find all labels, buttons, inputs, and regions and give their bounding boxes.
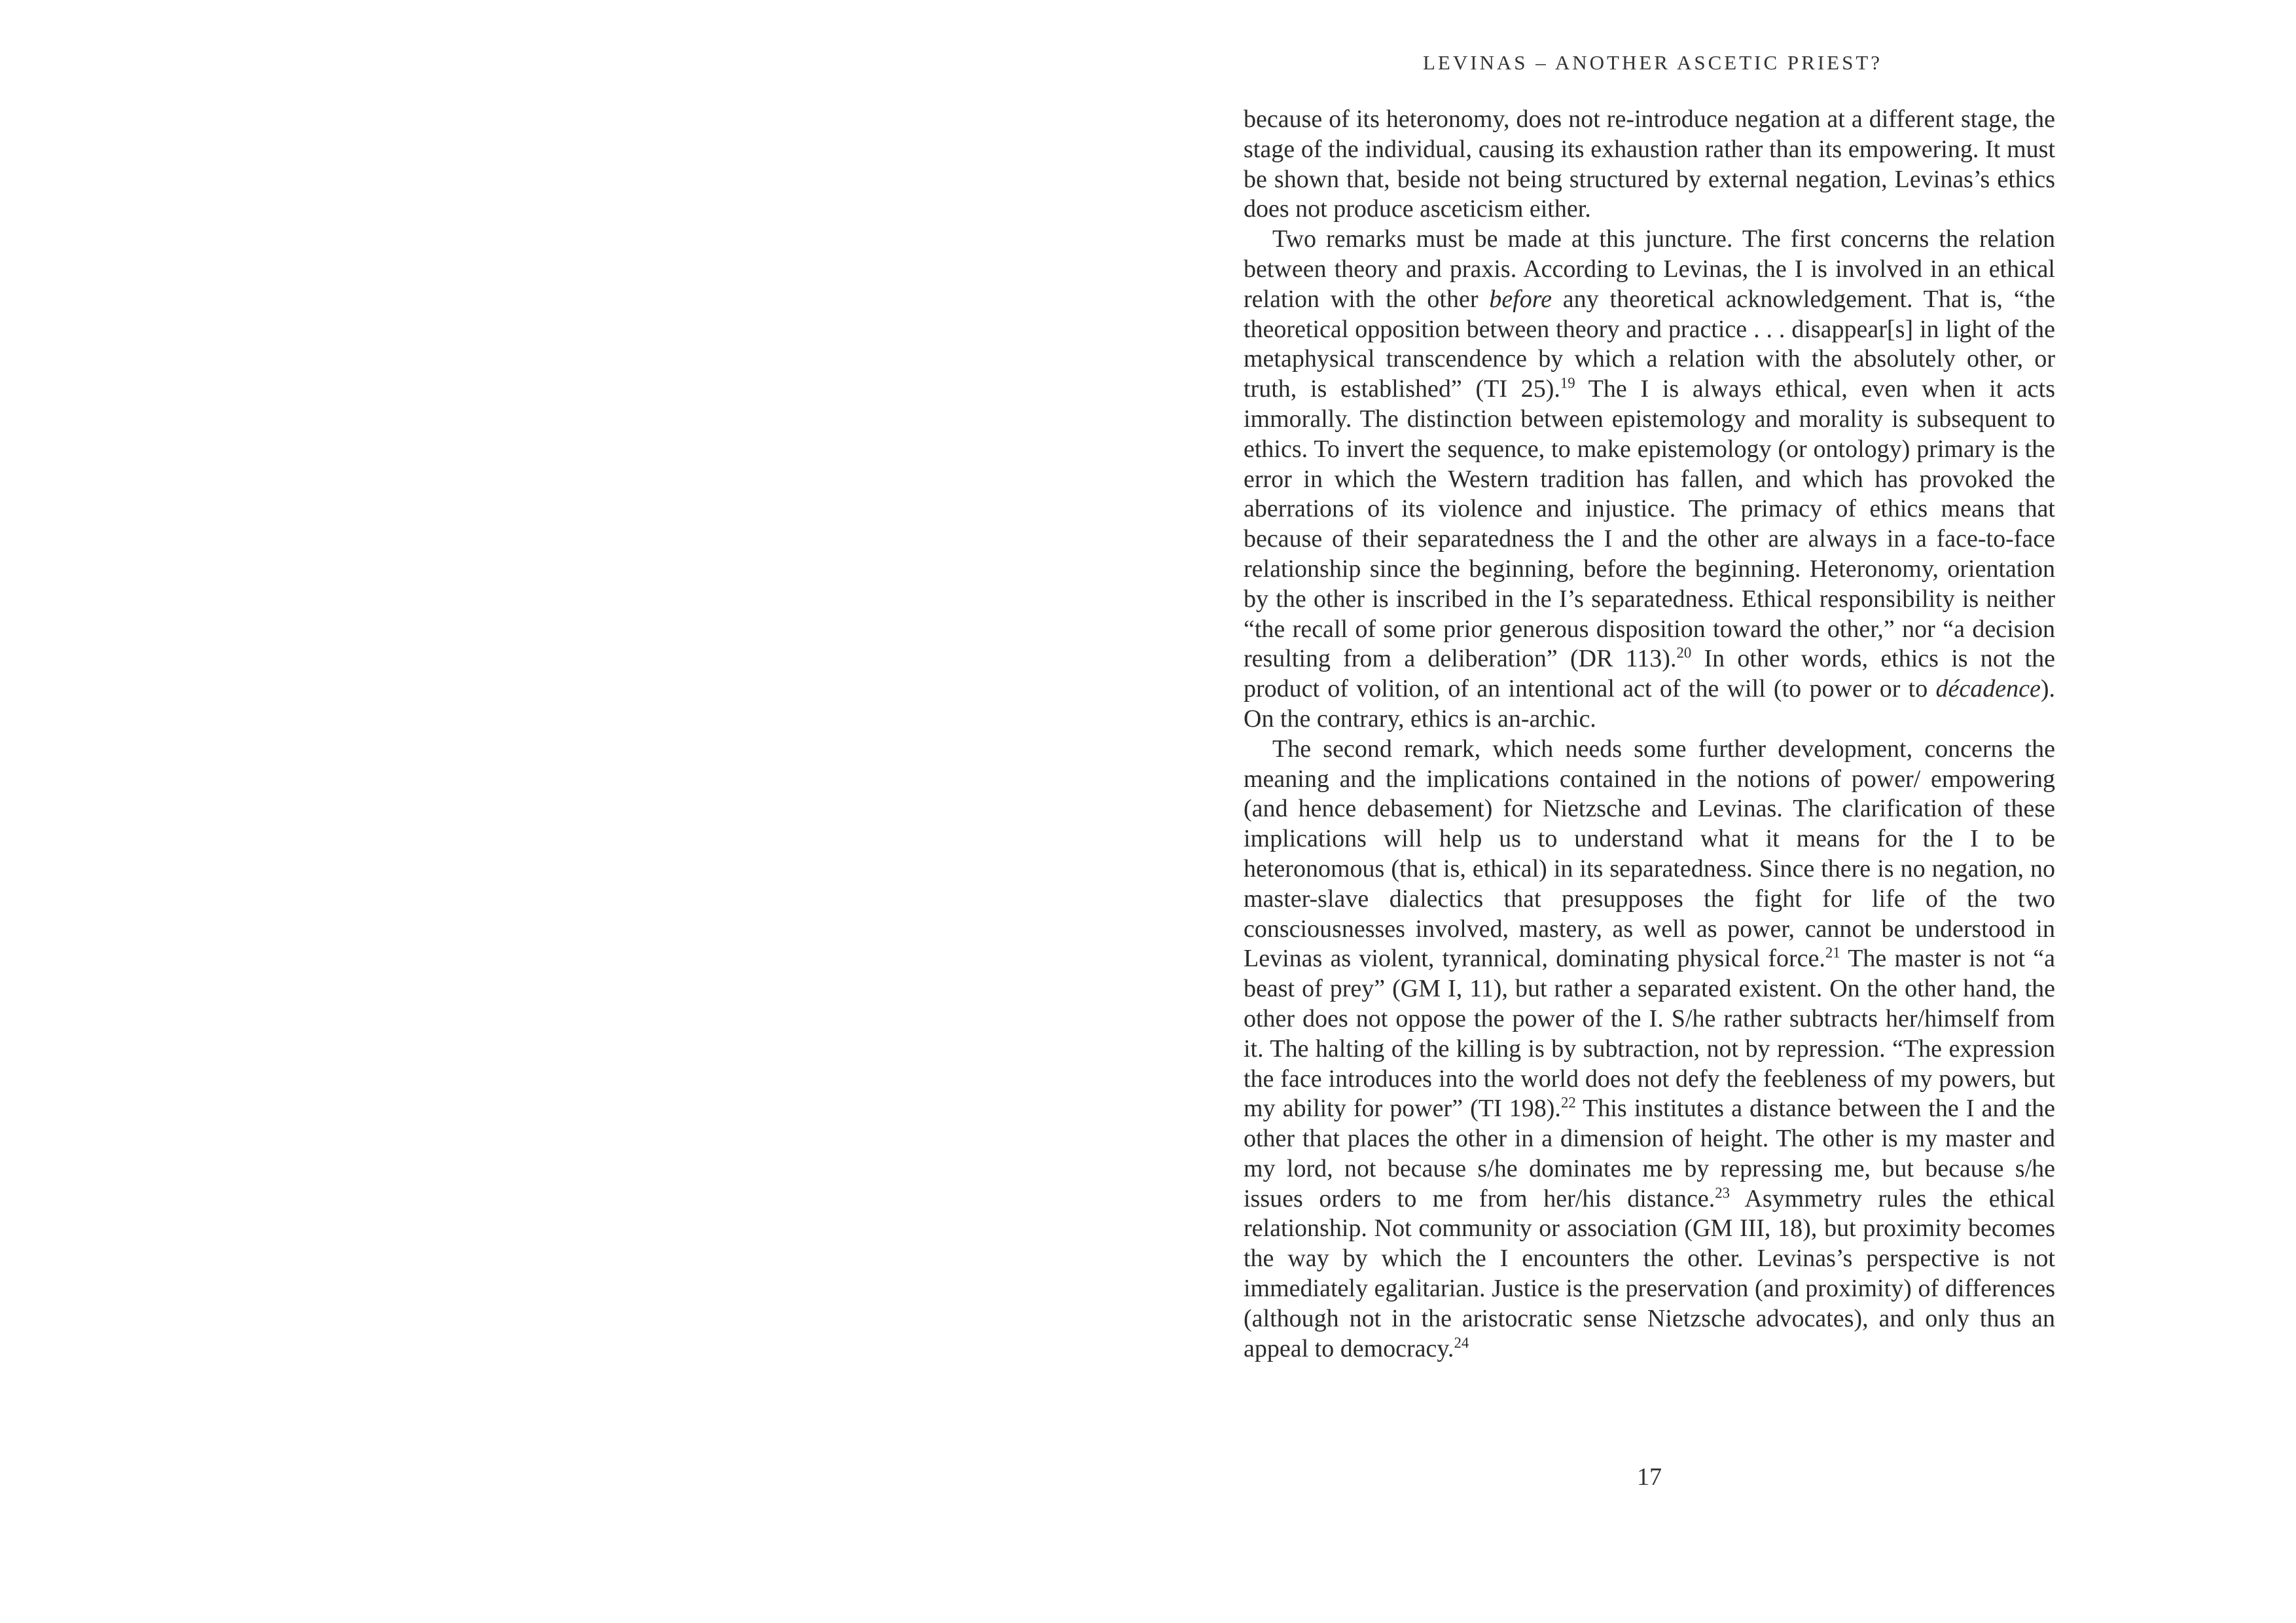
text-run: Asymmetry rules the ethical relationship. Not community or association (GM III, 18), but proximity becomes the way by which the I encounters the other. Levinas’s perspective is not immediately egalitarian. Justice is the preservation (and proximity) of differences (although not in the aristocratic sense Nietzsche advocates), and only thus an appeal to democracy. (1244, 1184, 2056, 1362)
text-run: Two remarks must be made at this juncture. The first concerns the relation between theory and praxis. According to Levinas, the I is involved in an ethical relation with the other (1244, 225, 2055, 313)
text-run: any theoretical acknowledgement. That is, “the theoretical opposition between theory and practice . . . disappear[s] in light of the metaphysical transcendence by which a relation with the absolutely other, or truth, is established” (TI 25). (1244, 285, 2056, 403)
italic-text: décadence (1935, 675, 2041, 703)
footnote-ref: 19 (1560, 374, 1575, 392)
paragraph (1244, 105, 2055, 225)
footnote-ref: 24 (1454, 1334, 1469, 1351)
footnote-ref: 21 (1825, 944, 1840, 961)
italic-text: before (1489, 285, 1552, 313)
footnote-ref: 22 (1560, 1094, 1576, 1111)
running-head: LEVINAS – ANOTHER ASCETIC PRIEST? (1422, 51, 1883, 74)
paragraph (1244, 225, 2055, 735)
text-run: because of its heteronomy, does not re-introduce negation at a different stage, the stage of the individual, causing its exhaustion rather than its empowering. It must be shown that, beside not being structured by external negation, Levinas’s ethics does not produce asceticism either. (1244, 105, 2055, 223)
text-run: The master is not “a beast of prey” (GM I, 11), but rather a separated existent. On the other hand, the other does not oppose the power of the I. S/he rather subtracts her/himself from it. The halting of the killing is by subtraction, not by repression. “The expression the face introduces into the world does not defy the feebleness of my powers, but my ability for power” (TI 198). (1244, 945, 2055, 1123)
page-number: 17 (1637, 1463, 1662, 1491)
text-run: The second remark, which needs some further development, concerns the meaning and the implications contained in the notions of power/ empowering (and hence debasement) for Nietzsche and Levinas. The clarification of these implications will help us to understand what it means for the I to be heteronomous (that is, ethical) in its separatedness. Since there is no negation, no master-slave dialectics that presupposes the fight for life of the two consciousnesses involved, mastery, as well as power, cannot be understood in Levinas as violent, tyrannical, dominating physical force. (1244, 735, 2055, 973)
text-run: ). On the contrary, ethics is an-archic. (1244, 675, 2055, 733)
text-run: This institutes a distance between the I and the other that places the other in a dimension of height. The other is my master and my lord, not because s/he dominates me by repressing me, but because s/he issues orders to me from her/his distance. (1244, 1095, 2056, 1213)
text-run: The I is always ethical, even when it acts immorally. The distinction between epistemology and morality is subsequent to ethics. To invert the sequence, to make epistemology (or ontology) primary is the error in which the Western tradition has fallen, and which has provoked the aberrations of its violence and injustice. The primacy of ethics means that because of their separatedness the I and the other are always in a face-to-face relationship since the beginning, before the beginning. Heteronomy, orientation by the other is inscribed in the I’s separatedness. Ethical responsibility is neither “the recall of some prior generous disposition toward the other,” nor “a decision resulting from a deliberation” (DR 113). (1244, 375, 2055, 673)
body-text (1244, 105, 2055, 1364)
paragraph (1244, 735, 2055, 1364)
footnote-ref: 20 (1676, 644, 1692, 661)
text-run: In other words, ethics is not the product of volition, of an intentional act of the will (to power or to (1244, 645, 2055, 703)
footnote-ref: 23 (1715, 1184, 1730, 1201)
